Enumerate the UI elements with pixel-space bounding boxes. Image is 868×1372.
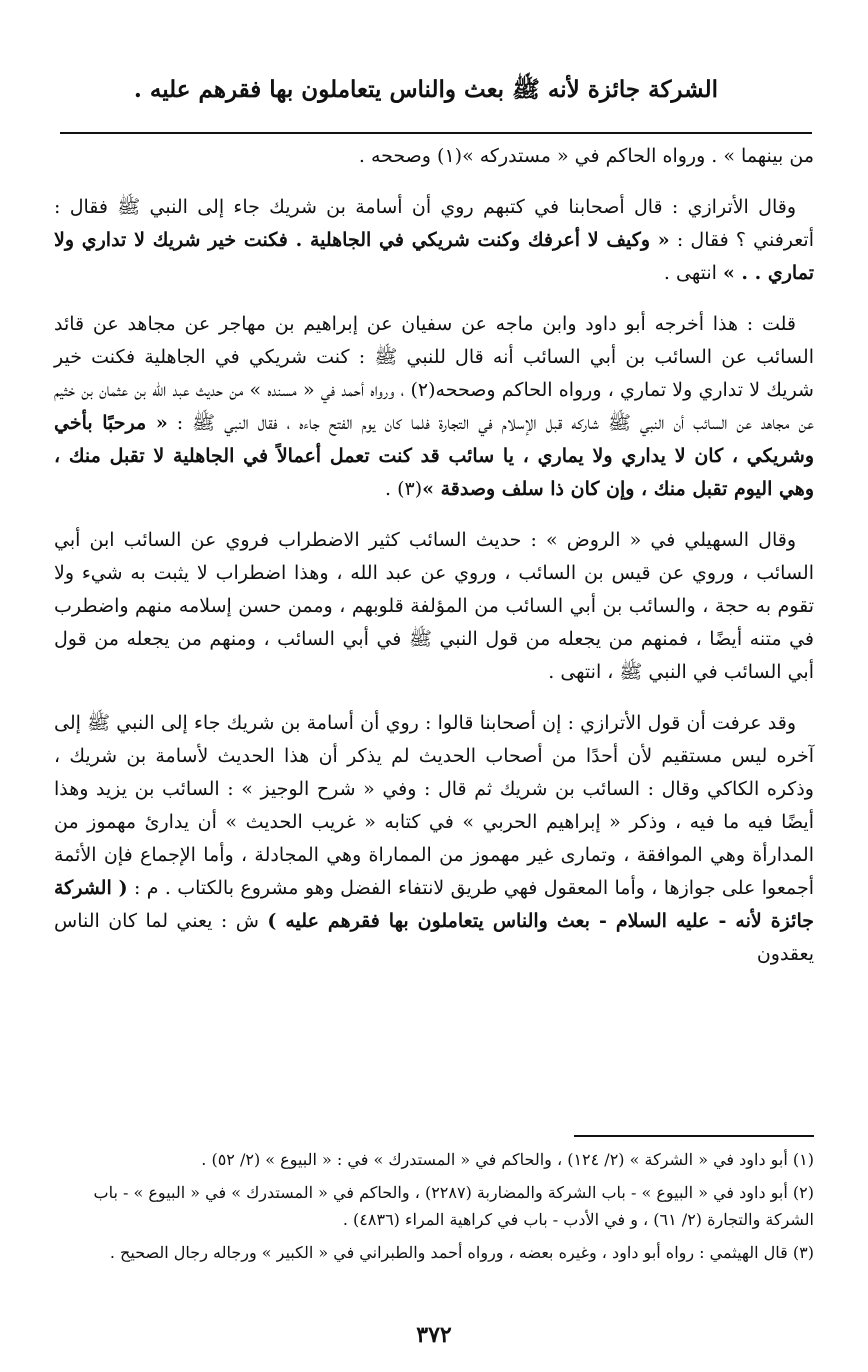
header-divider [60, 132, 812, 134]
paragraph-4-text-a: وقد عرفت أن قول الأترازي : إن أصحابنا قالوا : روي أن أسامة بن شريك جاء إلى النبي ﷺ إلى آخره ليس مستقيم لأن أحدًا من أصحاب الحديث لم يذكر أن هذا الحديث لأسامة بن شريك ، وذكره الكاكي وقال : السائب بن شريك ثم قال : وفي « شرح الوجيز » : السائب بن يزيد وهذا أيضًا فيه ما فيه ، وذكر « إبراهيم الحربي » في كتابه « غريب الحديث » أن يدارئ مهموز من المدارأة وهي الموافقة ، وتمارى غير مهموز من المماراة وهي المجادلة ، وأما الإجماع فإن الأئمة أجمعوا على جوازها ، وأما المعقول فهي طريق لانتفاء الفضل وهو مشروع بالكتاب . م : [54, 712, 815, 899]
paragraph-1-text-a: وقال الأترازي : قال أصحابنا في كتبهم روي أن أسامة بن شريك جاء إلى النبي ﷺ فقال : أتعرفني ؟ فقال : [54, 196, 814, 251]
paragraph-1 [54, 191, 814, 290]
header-statement [118, 72, 718, 108]
footnote-1: (١) أبو داود في « الشركة » (٢/ ١٢٤) ، والحاكم في « المستدرك » في : « البيوع » (٢/ ٥٢) . [201, 1150, 814, 1169]
paragraph-0 [54, 140, 814, 173]
matn-quote: ( الشركة جائزة لأنه - عليه السلام - بعث والناس يتعاملون بها فقرهم عليه ) [54, 877, 814, 932]
paragraph-2-text-c: (٣) . [384, 478, 423, 500]
footnote-3: (٣) قال الهيثمي : رواه أبو داود ، وغيره بعضه ، ورواه أحمد والطبراني في « الكبير » ورجاله رجال الصحيح . [109, 1243, 814, 1262]
footnote-divider [574, 1135, 814, 1137]
paragraph-4 [54, 707, 814, 971]
paragraph-0-text: من بينهما » . ورواه الحاكم في « مستدركه »(١) وصححه . [358, 145, 814, 167]
paragraph-2-text-a: قلت : هذا أخرجه أبو داود وابن ماجه عن سفيان عن إبراهيم بن مهاجر عن مجاهد عن قائد السائب عن السائب بن أبي السائب أنه قال للنبي ﷺ : كنت شريكي في الجاهلية فكنت خير شريك لا تداري ولا تماري ، ورواه الحاكم وصححه(٢) ، ورواه أحمد في « مسنده » من حديث عبد الله بن عثمان بن خثيم عن مجاهد عن السائب أن النبي ﷺ شاركه قبل الإسلام في التجارة فلما كان يوم الفتح جاءه ، فقال النبي ﷺ : [54, 313, 814, 434]
paragraph-3 [54, 524, 814, 689]
main-text [54, 140, 814, 989]
paragraph-1-text-c: انتهى . [663, 262, 723, 284]
header-text: الشركة جائزة لأنه ﷺ بعث والناس يتعاملون بها فقرهم عليه . [133, 76, 718, 103]
hadith-quote-2: « مرحبًا بأخي وشريكي ، كان لا يداري ولا يماري ، يا سائب قد كنت تعمل أعمالاً في الجاهلية لا تقبل منك ، وهي اليوم تقبل منك ، وإن كان ذا سلف وصدقة » [54, 412, 814, 500]
page-number: ٣٧٢ [416, 1322, 452, 1348]
paragraph-2 [54, 308, 814, 506]
hadith-quote-1: « وكيف لا أعرفك وكنت شريكي في الجاهلية . فكنت خير شريك لا تداري ولا تماري . . » [54, 229, 814, 284]
paragraph-3-text: وقال السهيلي في « الروض » : حديث السائب كثير الاضطراب فروي عن السائب ابن أبي السائب ، وروي عن قيس بن السائب ، وروي عن عبد الله ، وهذا اضطراب لا يثبت به شيء ولا تقوم به حجة ، والسائب بن أبي السائب من المؤلفة قلوبهم ، وممن حسن إسلامه منهم واضطرب في متنه أيضًا ، فمنهم من يجعله من قول النبي ﷺ في أبي السائب ، ومنهم من يجعله من قول أبي السائب في النبي ﷺ ، انتهى . [54, 529, 814, 683]
footnote-2: (٢) أبو داود في « البيوع » - باب الشركة والمضاربة (٢٢٨٧) ، والحاكم في « المستدرك » في « البيوع » - باب الشركة والتجارة (٢/ ٦١) ، و في الأدب - باب في كراهية المراء (٤٨٣٦) . [93, 1183, 814, 1229]
paragraph-4-text-c: ش : يعني لما كان الناس يعقدون [54, 910, 814, 965]
footnotes [54, 1146, 814, 1272]
